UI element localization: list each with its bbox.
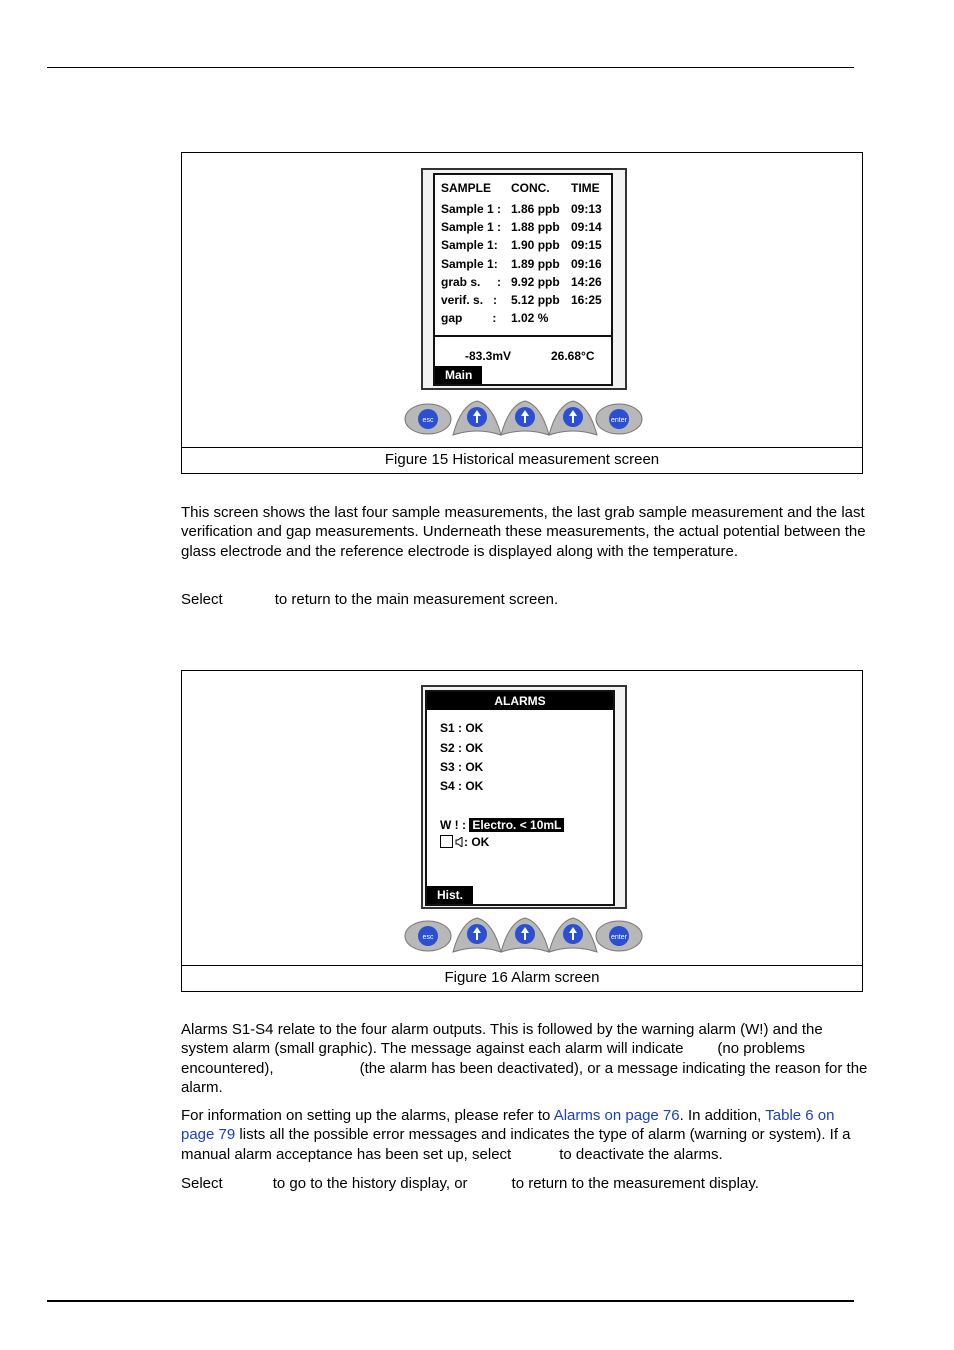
esc-key[interactable] <box>405 404 451 434</box>
up-key-2[interactable] <box>501 918 549 952</box>
p3-part: (the alarm has been deactivated), or a message indicating the reason for the alarm. <box>181 1059 868 1096</box>
esc-key[interactable] <box>405 921 451 951</box>
figure-15 <box>181 152 863 474</box>
p4-part: lists all the possible error messages and indicates the type of alarm (warning or system). If a manual alarm acceptance has been set up, select <box>181 1126 851 1163</box>
paragraph-4 <box>181 1106 871 1164</box>
p4-part: . In addition, <box>679 1107 762 1124</box>
checkbox-icon <box>440 835 453 848</box>
row-time: 16:25 <box>571 293 602 307</box>
p4-part: For information on setting up the alarms, please refer to <box>181 1107 551 1124</box>
p5-part: to go to the history display, or <box>272 1175 468 1192</box>
p3-part: (no problems encountered), <box>181 1040 805 1077</box>
row-label: Sample 1 : <box>441 202 502 216</box>
history-row <box>441 275 611 293</box>
table-6-link[interactable]: Table 6 on page 79 <box>181 1107 835 1144</box>
warning-label: W ! : <box>440 818 466 832</box>
hist-softkey[interactable]: Hist. <box>427 886 473 904</box>
enter-label: enter <box>611 934 627 941</box>
potential-readout: -83.3mV <box>465 349 512 363</box>
warning-alarm <box>440 818 564 832</box>
alarm-s4: S4 : OK <box>440 779 484 793</box>
row-label: gap : <box>441 311 497 325</box>
row-time: 14:26 <box>571 275 602 289</box>
row-label: verif. s. : <box>441 293 498 307</box>
paragraph-1: This screen shows the last four sample measurements, the last grab sample measurement and the last verification and gap measurements. Underneath these measurements, the actual potential between the glass electrode and the reference electrode is displayed along with the temperature. <box>181 504 866 560</box>
p2-part: Select <box>181 591 223 608</box>
up-key-3[interactable] <box>549 918 597 952</box>
header-rule <box>47 67 854 68</box>
p3-part: Alarms S1-S4 relate to the four alarm outputs. This is followed by the warning alarm (W!) and the system alarm (small graphic). The message against each alarm will indicate <box>181 1021 823 1058</box>
up-key-3[interactable] <box>549 401 597 435</box>
figure-15-art <box>182 153 862 448</box>
p5-part: Select <box>181 1175 223 1192</box>
enter-label: enter <box>611 417 627 424</box>
row-conc: 1.02 % <box>511 311 549 325</box>
figure-16 <box>181 670 863 992</box>
device-frame <box>421 685 627 909</box>
row-conc: 1.90 ppb <box>511 238 560 252</box>
device-frame <box>421 168 627 390</box>
figure-16-caption: Figure 16 Alarm screen <box>444 969 600 986</box>
row-time: 09:13 <box>571 202 602 216</box>
system-alarm <box>440 835 489 849</box>
row-label: Sample 1: <box>441 257 498 271</box>
history-row <box>441 293 611 311</box>
row-time: 09:16 <box>571 257 602 271</box>
speaker-icon <box>455 837 464 847</box>
figure-16-art <box>182 671 862 966</box>
enter-key[interactable] <box>596 404 642 434</box>
row-conc: 5.12 ppb <box>511 293 560 307</box>
row-label: grab s. : <box>441 275 502 289</box>
row-time: 09:14 <box>571 220 602 234</box>
lcd-divider <box>435 335 611 337</box>
p5-part: to return to the measurement display. <box>511 1175 759 1192</box>
paragraph-3 <box>181 1020 871 1097</box>
row-conc: 9.92 ppb <box>511 275 560 289</box>
p2-part: to return to the main measurement screen. <box>274 591 559 608</box>
history-row <box>441 220 611 238</box>
up-key-2[interactable] <box>501 401 549 435</box>
history-lcd-screen <box>433 173 613 386</box>
alarm-s2: S2 : OK <box>440 741 484 755</box>
esc-label: esc <box>422 934 434 941</box>
footer-rule <box>47 1300 854 1302</box>
history-row <box>441 311 611 329</box>
alarm-s1: S1 : OK <box>440 721 484 735</box>
paragraph-5 <box>181 1174 871 1193</box>
alarms-link[interactable]: Alarms on page 76 <box>553 1107 680 1124</box>
paragraph-2 <box>181 590 871 609</box>
alarm-lcd-screen <box>425 690 615 906</box>
up-key-1[interactable] <box>453 918 501 952</box>
col-header-sample: SAMPLE <box>441 181 492 195</box>
alarm-s3: S3 : OK <box>440 760 484 774</box>
col-header-time: TIME <box>571 181 600 195</box>
temperature-readout: 26.68°C <box>551 349 595 363</box>
alarms-title: ALARMS <box>427 692 613 710</box>
keypad <box>403 914 643 958</box>
enter-key[interactable] <box>596 921 642 951</box>
system-status: : OK <box>464 835 490 849</box>
row-conc: 1.86 ppb <box>511 202 560 216</box>
up-key-1[interactable] <box>453 401 501 435</box>
col-header-conc: CONC. <box>511 181 550 195</box>
figure-15-caption: Figure 15 Historical measurement screen <box>384 451 660 468</box>
esc-label: esc <box>422 417 434 424</box>
row-conc: 1.88 ppb <box>511 220 560 234</box>
history-row <box>441 238 611 256</box>
history-row <box>441 257 611 275</box>
history-row <box>441 202 611 220</box>
warning-message: Electro. < 10mL <box>469 818 564 832</box>
row-time: 09:15 <box>571 238 602 252</box>
row-label: Sample 1 : <box>441 220 502 234</box>
keypad <box>403 397 643 441</box>
p4-part: to deactivate the alarms. <box>559 1145 723 1163</box>
main-softkey[interactable]: Main <box>435 366 482 384</box>
row-label: Sample 1: <box>441 238 498 252</box>
row-conc: 1.89 ppb <box>511 257 560 271</box>
